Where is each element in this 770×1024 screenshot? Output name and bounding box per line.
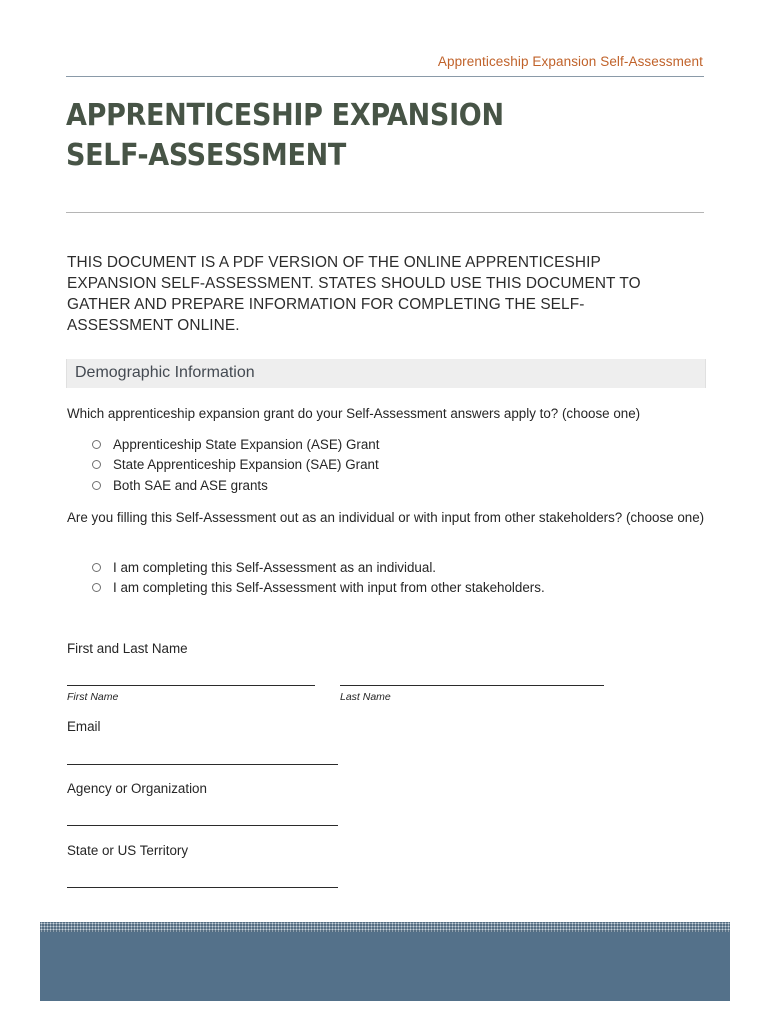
question-grant-type: Which apprenticeship expansion grant do your Self-Assessment answers apply to? (choose one) <box>67 406 641 421</box>
radio-icon[interactable] <box>92 583 101 592</box>
radio-icon[interactable] <box>92 563 101 572</box>
last-name-hint: Last Name <box>340 691 391 703</box>
option-individual[interactable] <box>92 557 545 578</box>
title-line-1: APPRENTICESHIP EXPANSION <box>66 98 504 133</box>
email-label: Email <box>67 719 101 734</box>
state-input[interactable] <box>67 887 338 888</box>
intro-text: THIS DOCUMENT IS A PDF VERSION OF THE ONLINE APPRENTICESHIP EXPANSION SELF-ASSESSMENT. STATES SHOULD USE THIS DOCUMENT TO GATHER AND PREPARE INFORMATION FOR COMPLETING THE SELF-ASSESSMENT ONLINE. <box>67 254 641 334</box>
first-name-hint: First Name <box>67 691 119 703</box>
state-label: State or US Territory <box>67 843 189 858</box>
footer-pattern <box>40 922 730 932</box>
agency-label: Agency or Organization <box>67 781 207 796</box>
option-sae-grant[interactable] <box>92 455 379 476</box>
running-header: Apprenticeship Expansion Self-Assessment <box>437 54 703 69</box>
option-with-stakeholders[interactable] <box>92 578 545 599</box>
respondent-type-options <box>92 557 545 598</box>
option-ase-grant[interactable] <box>92 434 379 455</box>
radio-icon[interactable] <box>92 481 101 490</box>
option-label: State Apprenticeship Expansion (SAE) Grant <box>113 457 379 473</box>
option-both-grants[interactable] <box>92 475 379 496</box>
question-respondent-type: Are you filling this Self-Assessment out as an individual or with input from other stakeholders? (choose one) <box>67 510 705 525</box>
option-label: I am completing this Self-Assessment as an individual. <box>113 559 437 575</box>
footer-band <box>40 932 730 1001</box>
section-header <box>66 359 706 388</box>
option-label: Both SAE and ASE grants <box>113 477 268 493</box>
email-input[interactable] <box>67 764 338 765</box>
agency-input[interactable] <box>67 825 338 826</box>
header-rule <box>66 76 704 77</box>
last-name-input[interactable] <box>340 685 604 686</box>
grant-type-options <box>92 434 379 496</box>
title-line-2: SELF-ASSESSMENT <box>66 138 347 173</box>
document-title <box>66 96 686 176</box>
option-label: Apprenticeship State Expansion (ASE) Grant <box>113 436 380 452</box>
name-label: First and Last Name <box>67 641 188 656</box>
section-title: Demographic Information <box>75 364 255 381</box>
radio-icon[interactable] <box>92 440 101 449</box>
title-rule <box>66 212 704 213</box>
first-name-input[interactable] <box>67 685 315 686</box>
radio-icon[interactable] <box>92 460 101 469</box>
option-label: I am completing this Self-Assessment with input from other stakeholders. <box>113 580 545 596</box>
